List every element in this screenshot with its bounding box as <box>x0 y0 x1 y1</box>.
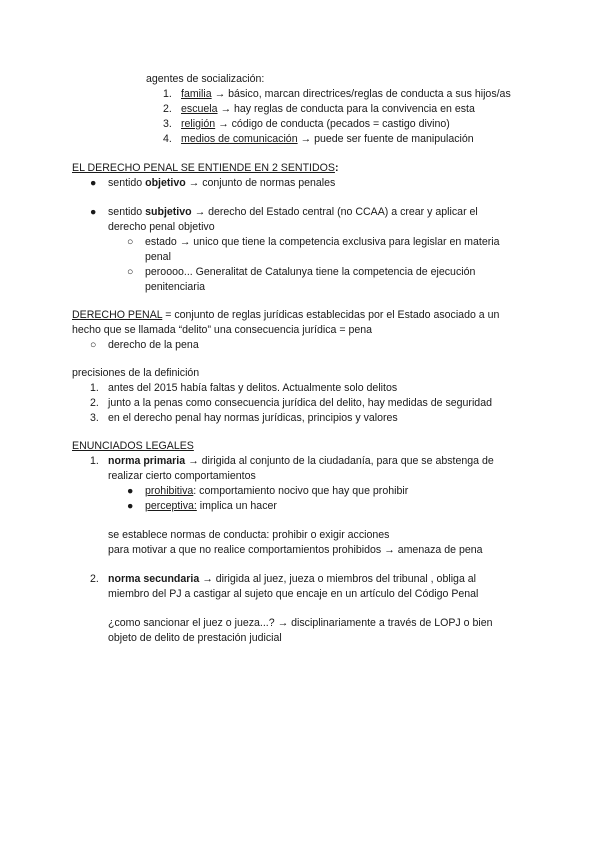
sub-item-generalitat: peroooo... Generalitat de Catalunya tiene la competencia de ejecución <box>145 266 476 278</box>
bullet-icon: ● <box>90 177 97 189</box>
sentido-subjetivo: sentido subjetivo → derecho del Estado central (no CCAA) a crear y aplicar el <box>108 206 478 218</box>
intro-text: agentes de socialización: <box>146 73 265 85</box>
section-heading-sentidos: EL DERECHO PENAL SE ENTIENDE EN 2 SENTIDOS: <box>72 162 339 174</box>
enunciado-number: 2. <box>90 573 99 585</box>
agent-number: 3. <box>163 118 172 130</box>
definition-sub-item: derecho de la pena <box>108 339 199 351</box>
agent-item-medios: medios de comunicación → puede ser fuente de manipulación <box>181 133 474 145</box>
precisiones-title: precisiones de la definición <box>72 367 200 379</box>
bullet-icon: ● <box>127 500 134 512</box>
circle-bullet-icon: ○ <box>127 236 134 248</box>
norma-secundaria-question: ¿como sancionar el juez o jueza...? → disciplinariamente a través de LOPJ o bien <box>108 617 493 629</box>
agent-number: 4. <box>163 133 172 145</box>
bullet-icon: ● <box>127 485 134 497</box>
definition-line-cont: hecho que se llamada “delito” una consecuencia jurídica = pena <box>72 324 373 336</box>
precision-item: antes del 2015 había faltas y delitos. Actualmente solo delitos <box>108 382 398 394</box>
precision-number: 3. <box>90 412 99 424</box>
precision-number: 1. <box>90 382 99 394</box>
agent-number: 2. <box>163 103 172 115</box>
precision-item: junto a la penas como consecuencia jurídica del delito, hay medidas de seguridad <box>108 397 492 409</box>
definition-line: DERECHO PENAL = conjunto de reglas jurídicas establecidas por el Estado asociado a un <box>72 309 500 321</box>
circle-bullet-icon: ○ <box>90 339 97 351</box>
norma-primaria-note: se establece normas de conducta: prohibir o exigir acciones <box>108 529 390 541</box>
precision-number: 2. <box>90 397 99 409</box>
circle-bullet-icon: ○ <box>127 266 134 278</box>
agent-item-religion: religión → código de conducta (pecados = castigo divino) <box>181 118 450 130</box>
norma-primaria-cont: realizar cierto comportamientos <box>108 470 256 482</box>
precision-item: en el derecho penal hay normas jurídicas, principios y valores <box>108 412 398 424</box>
norma-primaria: norma primaria → dirigida al conjunto de la ciudadanía, para que se abstenga de <box>108 455 494 467</box>
sentido-objetivo: sentido objetivo → conjunto de normas penales <box>108 177 336 189</box>
norma-secundaria: norma secundaria → dirigida al juez, jueza o miembros del tribunal , obliga al <box>108 573 477 585</box>
agent-item-escuela: escuela → hay reglas de conducta para la convivencia en esta <box>181 103 475 115</box>
norma-prohibitiva: prohibitiva: comportamiento nocivo que hay que prohibir <box>145 485 409 497</box>
norma-secundaria-cont: miembro del PJ a castigar al sujeto que encaje en un artículo del Código Penal <box>108 588 479 600</box>
sub-item-estado: estado → unico que tiene la competencia exclusiva para legislar en materia <box>145 236 500 248</box>
sub-item-estado-cont: penal <box>145 251 171 263</box>
bullet-icon: ● <box>90 206 97 218</box>
enunciado-number: 1. <box>90 455 99 467</box>
agent-item-familia: familia → básico, marcan directrices/reglas de conducta a sus hijos/as <box>181 88 511 100</box>
norma-perceptiva: perceptiva: implica un hacer <box>145 500 277 512</box>
sub-item-generalitat-cont: penitenciaria <box>145 281 206 293</box>
norma-secundaria-question-cont: objeto de delito de prestación judicial <box>108 632 282 644</box>
sentido-subjetivo-cont: derecho penal objetivo <box>108 221 215 233</box>
section-heading-enunciados: ENUNCIADOS LEGALES <box>72 440 194 452</box>
agent-number: 1. <box>163 88 172 100</box>
norma-primaria-note-cont: para motivar a que no realice comportamientos prohibidos → amenaza de pena <box>108 544 483 556</box>
